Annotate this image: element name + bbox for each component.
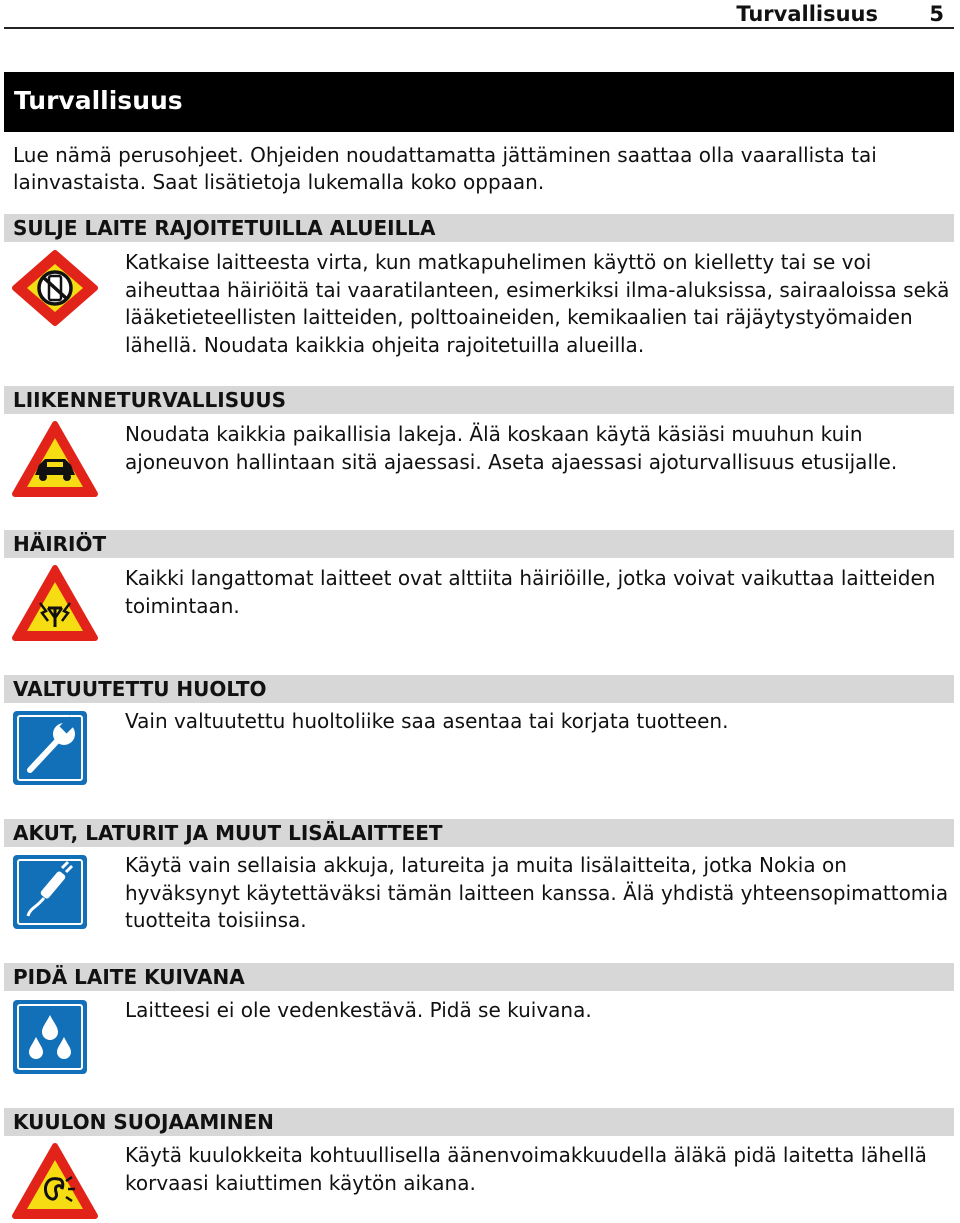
section-text-interference: Kaikki langattomat laitteet ovat alttiita häiriöille, jotka voivat vaikuttaa laitteiden toimintaan. [125, 566, 936, 618]
section-text-keep-dry: Laitteesi ei ole vedenkestävä. Pidä se kuivana. [125, 998, 592, 1022]
running-header-title: Turvallisuus [736, 2, 878, 26]
interference-warning-icon [10, 563, 100, 643]
section-heading-restricted-areas: SULJE LAITE RAJOITETUILLA ALUEILLA [4, 214, 954, 242]
wrench-icon [10, 708, 90, 788]
section-text-qualified-service: Vain valtuutettu huoltoliike saa asentaa tai korjata tuotteen. [125, 709, 729, 733]
section-text-hearing-protection: Käytä kuulokkeita kohtuullisella äänenvoimakkuudella äläkä pidä laitetta lähellä korvaasi kaiuttimen käytön aikana. [125, 1143, 927, 1195]
running-header [4, 0, 954, 29]
charger-plug-icon [10, 852, 90, 932]
section-heading-road-safety: LIIKENNETURVALLISUUS [4, 386, 954, 414]
car-warning-icon [10, 419, 100, 499]
ear-warning-icon [10, 1141, 100, 1221]
chapter-intro: Lue nämä perusohjeet. Ohjeiden noudattamatta jättäminen saattaa olla vaarallista tai lainvastaista. Saat lisätietoja lukemalla koko oppaan. [13, 143, 877, 194]
section-heading-batteries-chargers: AKUT, LATURIT JA MUUT LISÄLAITTEET [4, 819, 954, 847]
section-text-batteries-chargers: Käytä vain sellaisia akkuja, latureita ja muita lisälaitteita, jotka Nokia on hyväksynyt käytettäväksi tämän laitteen kanssa. Älä yhdistä yhteensopimattomia tuotteita toisiinsa. [125, 853, 949, 932]
water-drops-icon [10, 997, 90, 1077]
chapter-title: Turvallisuus [14, 86, 183, 115]
section-heading-interference: HÄIRIÖT [4, 530, 954, 558]
section-heading-keep-dry: PIDÄ LAITE KUIVANA [4, 963, 954, 991]
no-phone-sign-icon [10, 248, 100, 328]
page-number: 5 [929, 2, 944, 26]
section-text-restricted-areas: Katkaise laitteesta virta, kun matkapuhelimen käyttö on kielletty tai se voi aiheuttaa häiriöitä tai vaaratilanteen, esimerkiksi ilma-aluksissa, sairaaloissa sekä lääketieteellisten laitteiden, polttoaineiden, kemikaalien tai räjäytystyömaiden lähellä. Noudata kaikkia ohjeita rajoitetuilla alueilla. [125, 250, 950, 357]
section-heading-hearing-protection: KUULON SUOJAAMINEN [4, 1108, 954, 1136]
section-text-road-safety: Noudata kaikkia paikallisia lakeja. Älä koskaan käytä käsiäsi muuhun kuin ajoneuvon hallintaan sitä ajaessasi. Aseta ajaessasi ajoturvallisuus etusijalle. [125, 422, 898, 474]
chapter-title-bar [4, 72, 954, 132]
section-heading-qualified-service: VALTUUTETTU HUOLTO [4, 675, 954, 703]
